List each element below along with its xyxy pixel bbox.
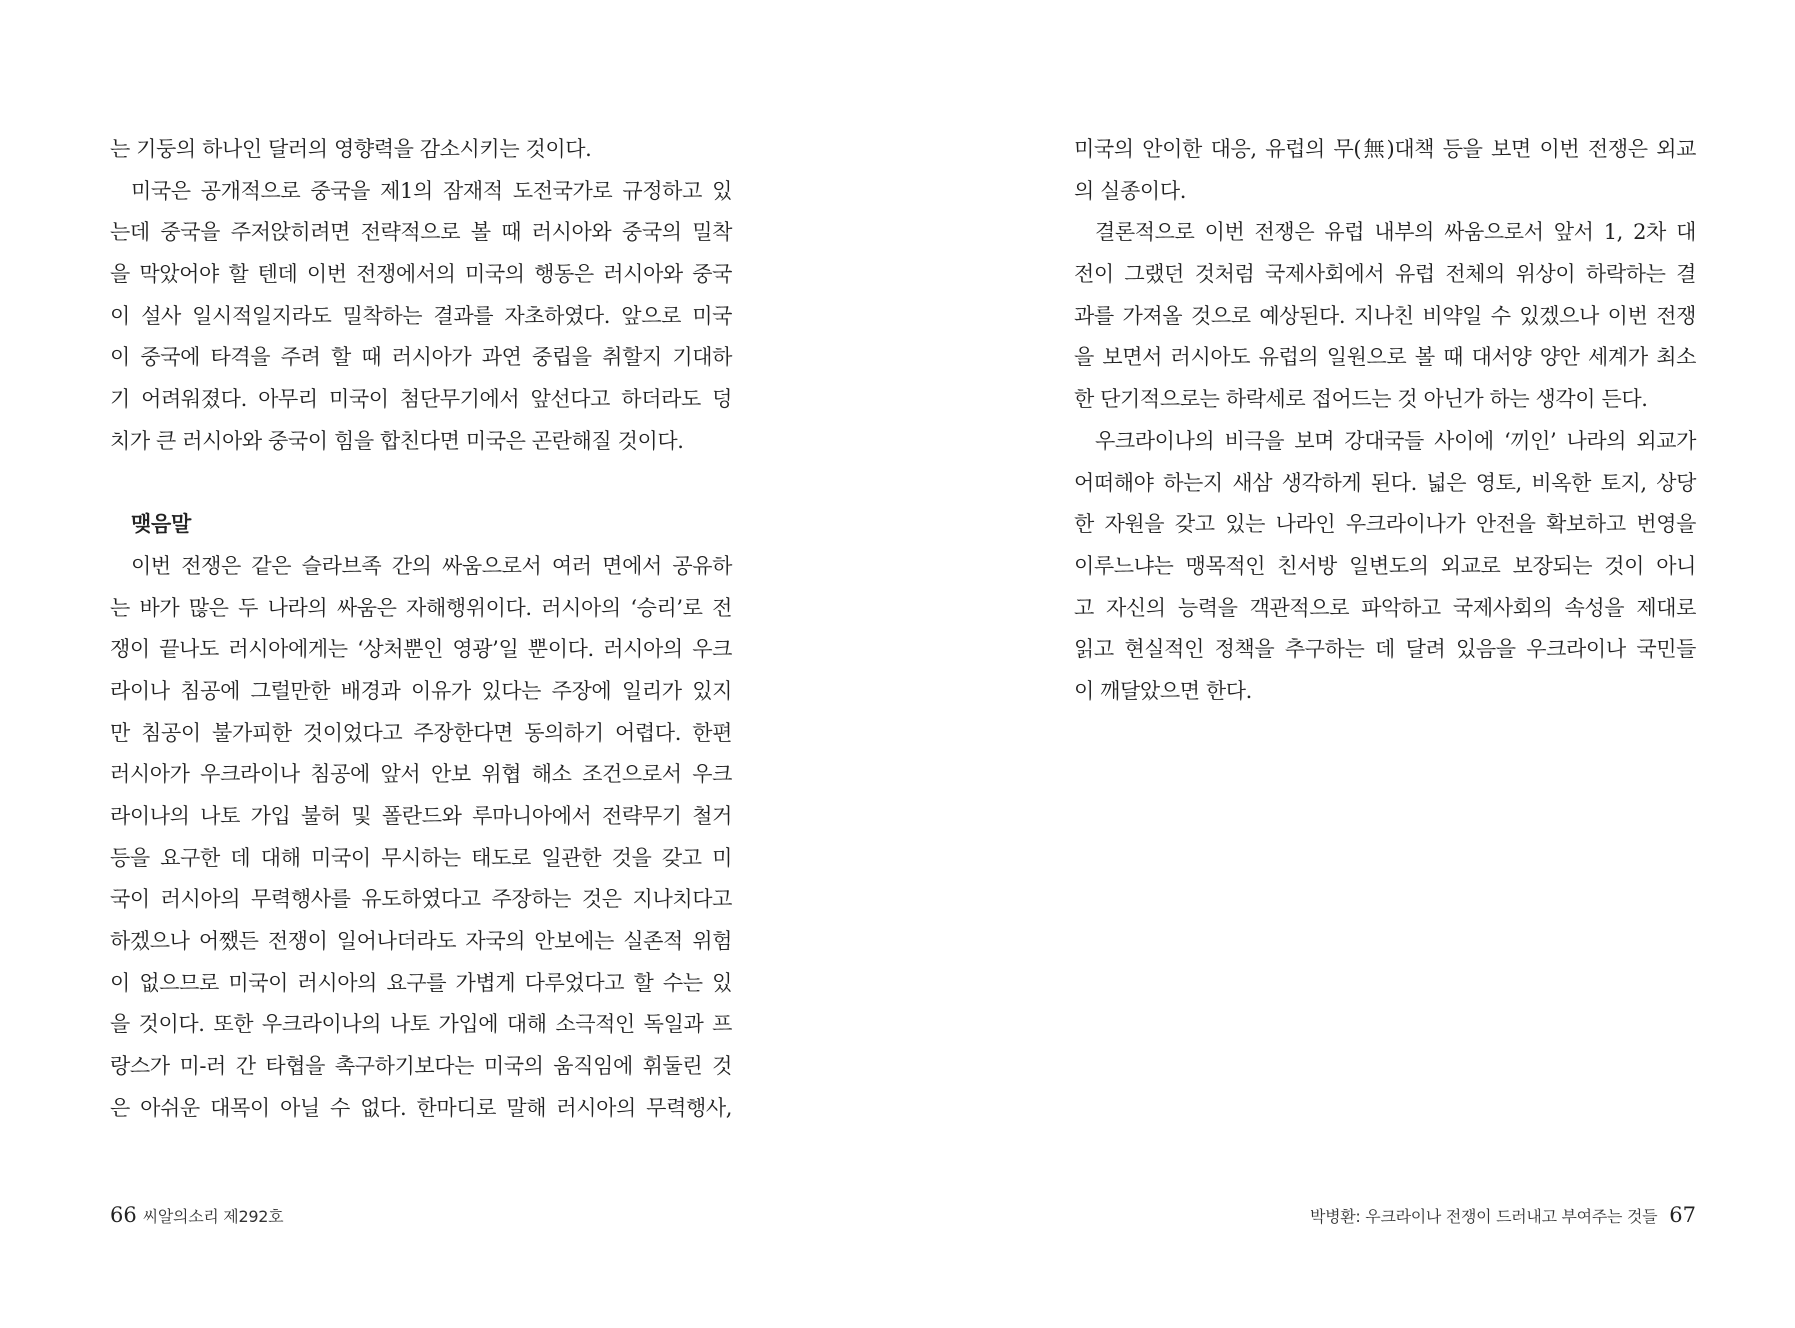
text-line: 은 아쉬운 대목이 아닐 수 없다. 한마디로 말해 러시아의 무력행사, — [110, 1095, 732, 1120]
text-line: 우크라이나의 비극을 보며 강대국들 사이에 ‘끼인’ 나라의 외교가 — [1095, 428, 1696, 453]
text-line: 한 단기적으로는 하락세로 접어드는 것 아닌가 하는 생각이 든다. — [1074, 387, 1648, 412]
running-article-title: 박병환: 우크라이나 전쟁이 드러내고 부여주는 것들 — [1309, 1207, 1658, 1226]
left-page-footer — [110, 1203, 283, 1227]
section-gap — [110, 463, 732, 505]
text-line: 결론적으로 이번 전쟁은 유럽 내부의 싸움으로서 앞서 1, 2차 대 — [1095, 220, 1696, 245]
text-line: 랑스가 미-러 간 타협을 촉구하기보다는 미국의 움직임에 휘둘린 것 — [110, 1054, 732, 1079]
text-line: 전이 그랬던 것처럼 국제사회에서 유럽 전체의 위상이 하락하는 결 — [1074, 262, 1696, 287]
text-line: 이루느냐는 맹목적인 친서방 일변도의 외교로 보장되는 것이 아니 — [1074, 553, 1696, 578]
text-line: 라이나의 나토 가입 불허 및 폴란드와 루마니아에서 전략무기 철거 — [110, 804, 732, 828]
text-line: 라이나 침공에 그럴만한 배경과 이유가 있다는 주장에 일리가 있지 — [110, 678, 732, 703]
text-line: 쟁이 끝나도 러시아에게는 ‘상처뿐인 영광’일 뿐이다. 러시아의 우크 — [110, 637, 732, 662]
left-page-body — [110, 129, 732, 1130]
text-line: 을 보면서 러시아도 유럽의 일원으로 볼 때 대서양 양안 세계가 최소 — [1074, 345, 1696, 370]
right-page-body — [1074, 129, 1696, 713]
text-line: 어떠해야 하는지 새삼 생각하게 된다. 넓은 영토, 비옥한 토지, 상당 — [1074, 470, 1696, 495]
text-line: 이 설사 일시적일지라도 밀착하는 결과를 자초하였다. 앞으로 미국 — [110, 303, 732, 328]
text-line: 등을 요구한 데 대해 미국이 무시하는 태도로 일관한 것을 갖고 미 — [110, 845, 732, 870]
page-number: 66 — [110, 1203, 137, 1227]
text-line: 만 침공이 불가피한 것이었다고 주장한다면 동의하기 어렵다. 한편 — [110, 720, 732, 745]
text-line: 이 깨달았으면 한다. — [1074, 678, 1252, 703]
right-page-footer — [1074, 1203, 1696, 1227]
journal-title: 씨알의소리 제292호 — [142, 1207, 284, 1226]
text-line: 는데 중국을 주저앉히려면 전략적으로 볼 때 러시아와 중국의 밀착 — [110, 220, 732, 245]
text-line: 이 없으므로 미국이 러시아의 요구를 가볍게 다루었다고 할 수는 있 — [110, 970, 732, 995]
section-heading: 맺음말 — [131, 512, 191, 537]
text-line: 의 실종이다. — [1074, 178, 1186, 203]
text-line: 읽고 현실적인 정책을 추구하는 데 달려 있음을 우크라이나 국민들 — [1074, 637, 1696, 662]
text-line: 미국은 공개적으로 중국을 제1의 잠재적 도전국가로 규정하고 있 — [131, 178, 732, 203]
text-line: 는 기둥의 하나인 달러의 영향력을 감소시키는 것이다. — [110, 137, 592, 161]
text-line: 러시아가 우크라이나 침공에 앞서 안보 위협 해소 조건으로서 우크 — [110, 762, 732, 787]
text-line: 고 자신의 능력을 객관적으로 파악하고 국제사회의 속성을 제대로 — [1074, 595, 1696, 620]
text-line: 이번 전쟁은 같은 슬라브족 간의 싸움으로서 여러 면에서 공유하 — [131, 553, 732, 578]
page-number: 67 — [1669, 1203, 1696, 1227]
text-line: 치가 큰 러시아와 중국이 힘을 합친다면 미국은 곤란해질 것이다. — [110, 428, 684, 453]
text-line: 한 자원을 갖고 있는 나라인 우크라이나가 안전을 확보하고 번영을 — [1074, 512, 1696, 537]
text-line: 과를 가져올 것으로 예상된다. 지나친 비약일 수 있겠으나 이번 전쟁 — [1074, 303, 1696, 328]
text-line: 을 것이다. 또한 우크라이나의 나토 가입에 대해 소극적인 독일과 프 — [110, 1012, 732, 1037]
text-line: 는 바가 많은 두 나라의 싸움은 자해행위이다. 러시아의 ‘승리’로 전 — [110, 595, 732, 620]
text-line: 미국의 안이한 대응, 유럽의 무(無)대책 등을 보면 이번 전쟁은 외교 — [1074, 137, 1696, 161]
text-line: 이 중국에 타격을 주려 할 때 러시아가 과연 중립을 취할지 기대하 — [110, 345, 732, 370]
text-line: 기 어려워졌다. 아무리 미국이 첨단무기에서 앞선다고 하더라도 덩 — [110, 387, 732, 412]
text-line: 을 막았어야 할 텐데 이번 전쟁에서의 미국의 행동은 러시아와 중국 — [110, 262, 732, 287]
text-line: 국이 러시아의 무력행사를 유도하였다고 주장하는 것은 지나치다고 — [110, 887, 732, 912]
text-line: 하겠으나 어쨌든 전쟁이 일어나더라도 자국의 안보에는 실존적 위험 — [110, 929, 732, 954]
